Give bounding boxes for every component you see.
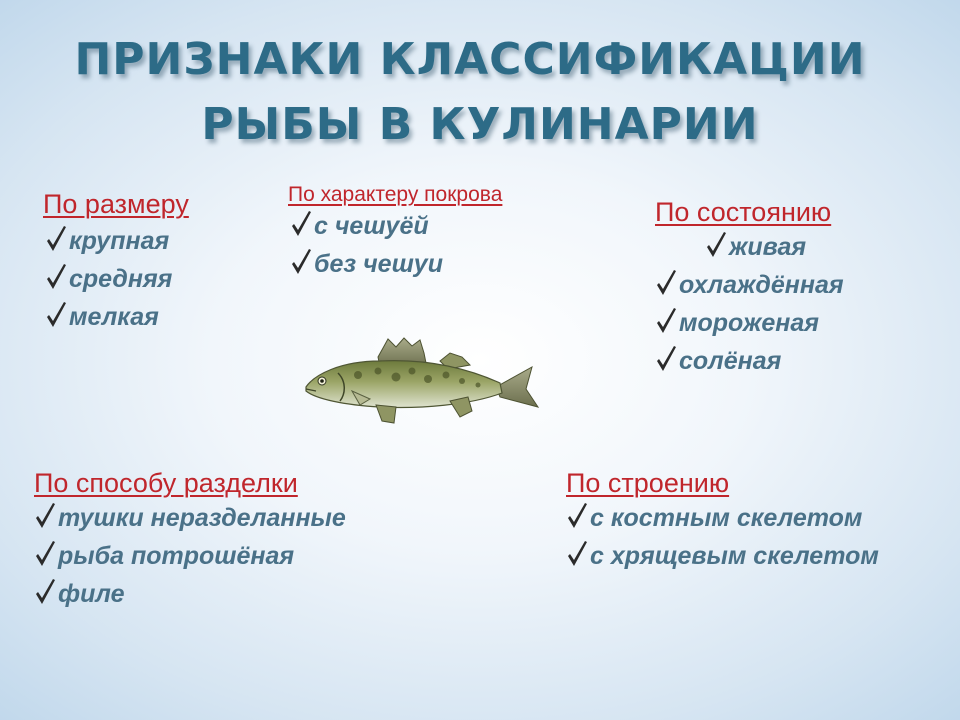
check-icon (290, 209, 312, 239)
list-item (655, 342, 844, 380)
list-item (290, 207, 502, 245)
group-cutting-heading: По способу разделки (34, 468, 298, 498)
list-item (566, 537, 879, 575)
group-state (655, 196, 844, 380)
list-item-label: мелкая (69, 303, 159, 332)
check-icon (34, 501, 56, 531)
group-size (43, 188, 189, 336)
check-icon (45, 262, 67, 292)
list-item-label: без чешуи (314, 250, 443, 279)
check-icon (655, 268, 677, 298)
check-icon (34, 577, 56, 607)
list-item (566, 499, 879, 537)
check-icon (655, 306, 677, 336)
list-item-label: с костным скелетом (590, 504, 863, 533)
check-icon (34, 539, 56, 569)
group-structure-heading: По строению (566, 468, 730, 498)
list-item (655, 304, 844, 342)
group-cover-heading: По характеру покрова (288, 183, 503, 206)
list-item (705, 228, 844, 266)
group-structure (566, 467, 879, 575)
list-item-label: филе (58, 580, 125, 609)
list-item-label: мороженая (679, 309, 820, 338)
list-item-label: охлаждённая (679, 271, 844, 300)
group-size-heading: По размеру (43, 189, 189, 219)
group-state-list (655, 228, 844, 380)
check-icon (655, 344, 677, 374)
list-item (290, 245, 502, 283)
list-item-label: с чешуёй (314, 212, 429, 241)
check-icon (566, 539, 588, 569)
list-item (45, 298, 189, 336)
list-item (45, 260, 189, 298)
check-icon (566, 501, 588, 531)
group-cover (288, 182, 502, 283)
list-item-label: рыба потрошёная (58, 542, 295, 571)
slide-title-line-2: РЫБЫ В КУЛИНАРИИ (201, 99, 759, 150)
group-cover-list (290, 207, 502, 283)
list-item-label: живая (729, 233, 807, 262)
list-item-label: средняя (69, 265, 173, 294)
group-cutting-list (34, 499, 346, 613)
group-structure-list (566, 499, 879, 575)
list-item (34, 575, 346, 613)
list-item (34, 499, 346, 537)
list-item (655, 266, 844, 304)
list-item-label: крупная (69, 227, 170, 256)
list-item-label: солёная (679, 347, 782, 376)
list-item-label: тушки неразделанные (58, 504, 346, 533)
check-icon (705, 230, 727, 260)
check-icon (45, 300, 67, 330)
check-icon (45, 224, 67, 254)
list-item (45, 222, 189, 260)
group-state-heading: По состоянию (655, 197, 832, 227)
list-item-label: с хрящевым скелетом (590, 542, 879, 571)
fish-image (300, 335, 545, 430)
slide-title-line-1: ПРИЗНАКИ КЛАССИФИКАЦИИ (74, 34, 866, 85)
group-size-list (45, 222, 189, 336)
group-cutting (34, 467, 346, 613)
list-item (34, 537, 346, 575)
check-icon (290, 247, 312, 277)
